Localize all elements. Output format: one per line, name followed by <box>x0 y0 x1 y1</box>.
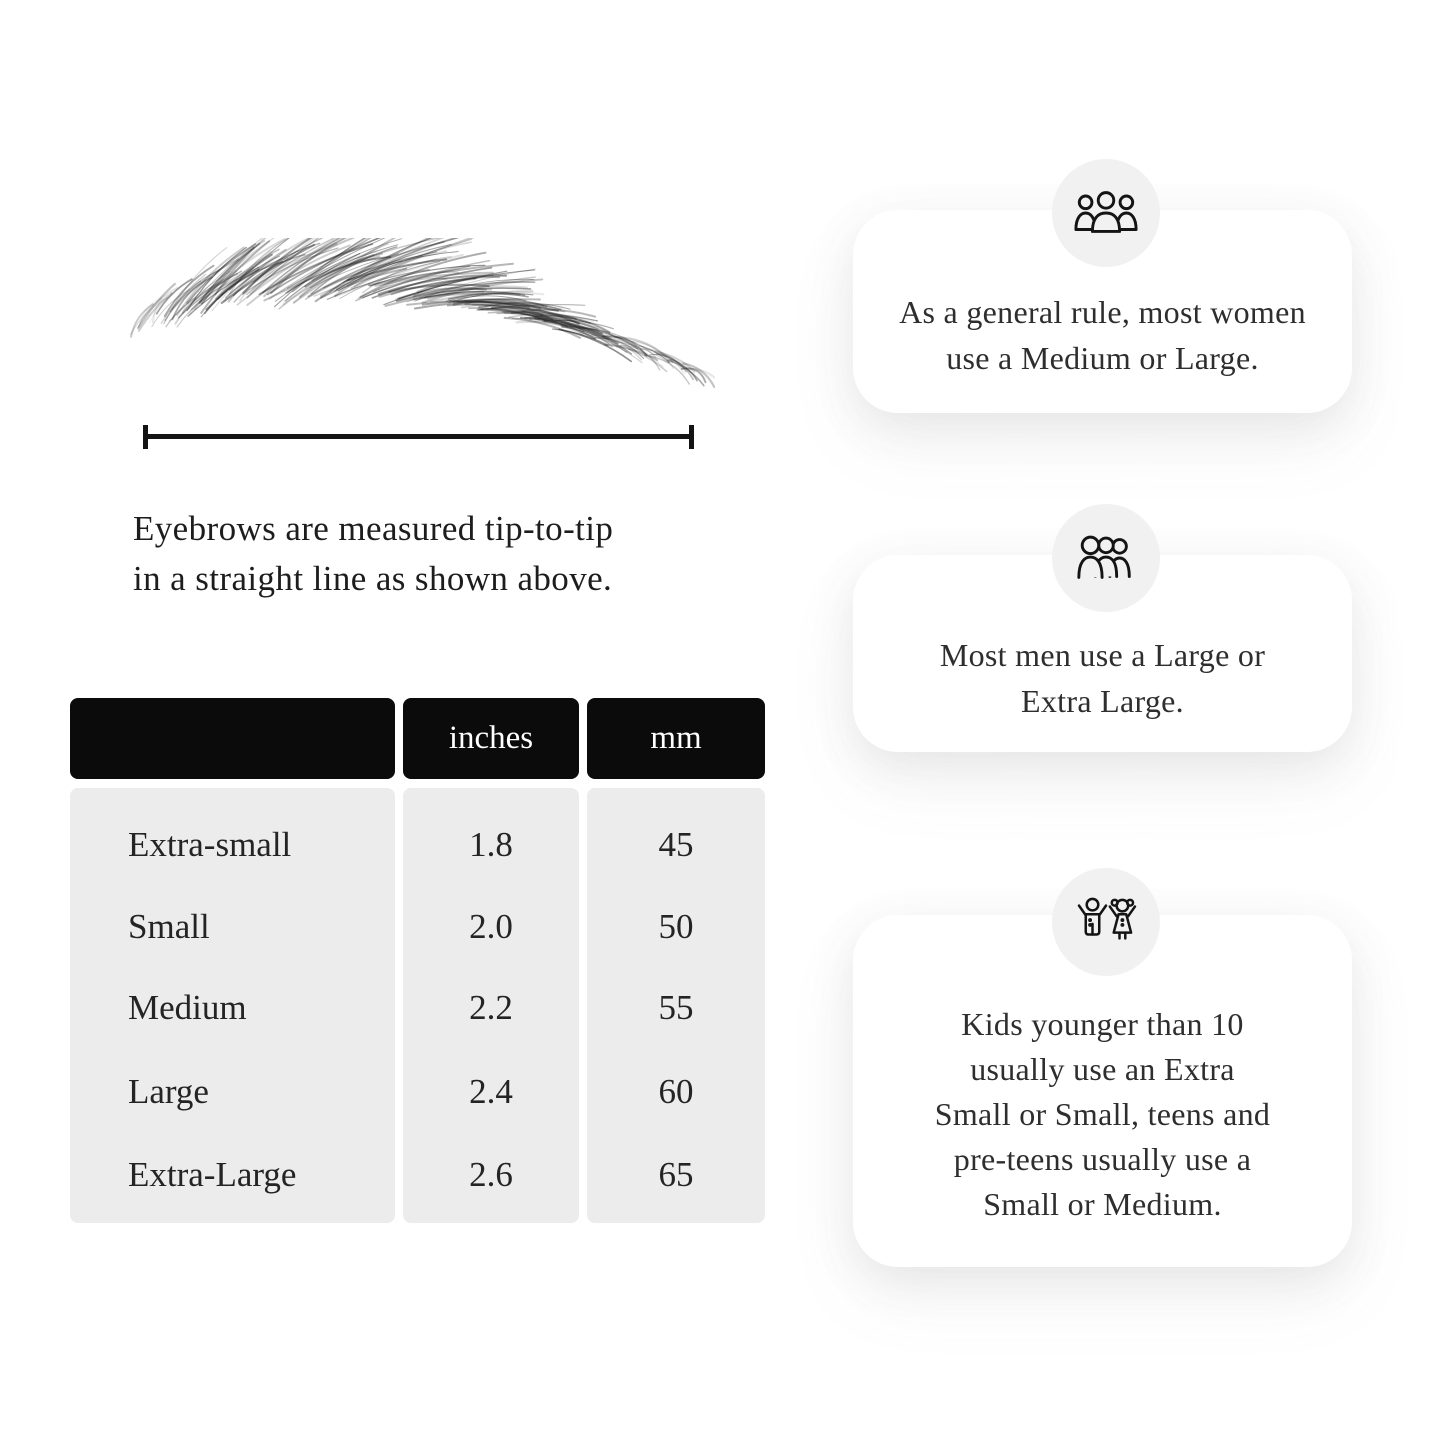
inches-value: 2.6 <box>469 1155 513 1194</box>
table-header-inches-label: inches <box>448 720 534 756</box>
table-header-mm-label: mm <box>650 720 702 756</box>
size-label: Medium <box>128 988 247 1027</box>
kids-icon-circle <box>1052 868 1160 976</box>
inches-value: 2.4 <box>469 1072 513 1111</box>
caption-line: Eyebrows are measured tip-to-tip <box>133 509 614 548</box>
size-label: Extra-small <box>128 825 292 864</box>
card-text-line: pre-teens usually use a <box>953 1141 1252 1177</box>
men-card-text <box>853 632 1352 724</box>
card-text-line: Most men use a Large or <box>939 637 1266 673</box>
mm-value: 65 <box>658 1155 694 1194</box>
measurement-caption <box>133 504 613 604</box>
inches-value: 1.8 <box>469 825 513 864</box>
table-header-inches <box>403 698 579 779</box>
card-text-line: As a general rule, most women <box>899 294 1306 330</box>
women-icon-circle <box>1052 159 1160 267</box>
table-header-mm <box>587 698 765 779</box>
inches-value: 2.0 <box>469 907 513 946</box>
women-card-text <box>853 289 1352 381</box>
size-label: Large <box>128 1072 209 1111</box>
men-group-icon <box>1073 533 1139 583</box>
card-text-line: Small or Medium. <box>983 1186 1222 1222</box>
kids-card-text <box>853 1002 1352 1227</box>
table-header-size <box>70 698 395 779</box>
kids-icon <box>1075 895 1137 949</box>
card-text-line: usually use an Extra <box>970 1051 1235 1087</box>
card-text-line: Extra Large. <box>1021 683 1184 719</box>
card-text-line: Kids younger than 10 <box>961 1006 1244 1042</box>
mm-value: 55 <box>658 988 694 1027</box>
mm-value: 60 <box>658 1072 694 1111</box>
inches-value: 2.2 <box>469 988 513 1027</box>
mm-value: 45 <box>658 825 694 864</box>
card-text-line: Small or Small, teens and <box>934 1096 1271 1132</box>
size-label: Extra-Large <box>128 1155 297 1194</box>
women-group-icon <box>1073 188 1139 238</box>
men-icon-circle <box>1052 504 1160 612</box>
card-text-line: use a Medium or Large. <box>946 340 1259 376</box>
measurement-line <box>143 434 694 439</box>
size-label: Small <box>128 907 210 946</box>
mm-value: 50 <box>658 907 694 946</box>
eyebrow-illustration <box>105 238 715 413</box>
caption-line: in a straight line as shown above. <box>133 559 613 598</box>
